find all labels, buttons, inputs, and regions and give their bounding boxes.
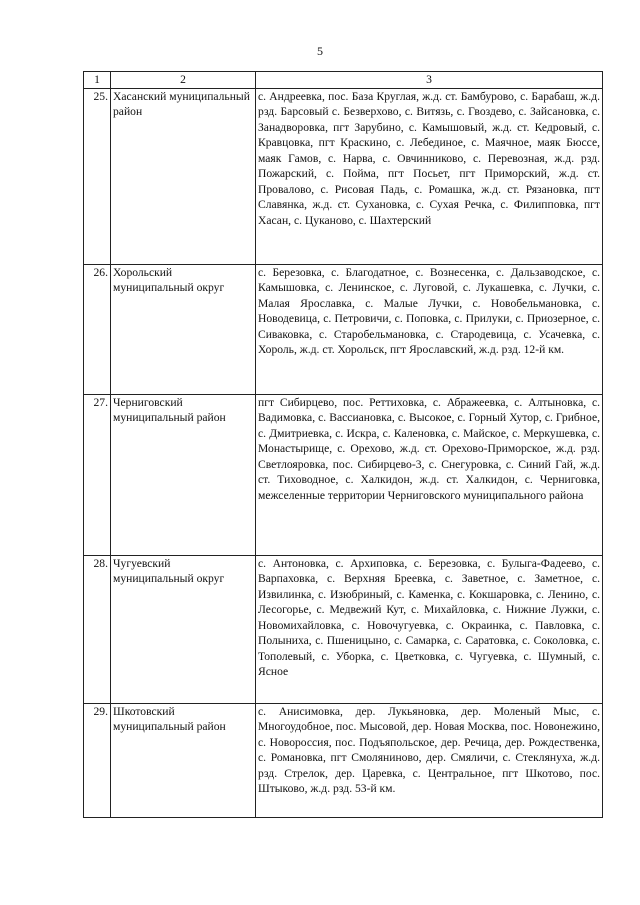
table-row (84, 703, 603, 817)
row-number: 28. (84, 555, 111, 703)
table-row (84, 555, 603, 703)
table-row (84, 264, 603, 394)
row-number: 27. (84, 394, 111, 555)
district-name: Хасанский муниципальный район (111, 88, 256, 264)
row-number: 25. (84, 88, 111, 264)
settlements-list: с. Березовка, с. Благодатное, с. Вознесенка, с. Дальзаводское, с. Камышовка, с. Ленинское, с. Луговой, с. Лукашевка, с. Лучки, с. Малая Ярославка, с. Малые Лучки, с. Новобельмановка, с. Новодевица, с. Петровичи, с. Поповка, с. Прилуки, с. Приозерное, с. Сиваковка, с. Старобельмановка, с. Стародевица, с. Усачевка, с. Хороль, ж.д. ст. Хорольск, пгт Ярославский, ж.д. рзд. 12-й км. (256, 264, 603, 394)
page-number: 5 (317, 44, 323, 58)
district-name: Шкотовский муниципальный район (111, 703, 256, 817)
district-name: Чугуевский муниципальный округ (111, 555, 256, 703)
settlements-table (83, 71, 603, 818)
table-row (84, 88, 603, 264)
settlements-list: с. Антоновка, с. Архиповка, с. Березовка, с. Булыга-Фадеево, с. Варпаховка, с. Верхняя Бреевка, с. Заветное, с. Заметное, с. Извилинка, с. Изюбриный, с. Каменка, с. Кокшаровка, с. Ленино, с. Лесогорье, с. Медвежий Кут, с. Михайловка, с. Нижние Лужки, с. Новомихайловка, с. Новочугуевка, с. Окраинка, с. Павловка, с. Полыниха, с. Пшеницыно, с. Самарка, с. Саратовка, с. Соколовка, с. Тополевый, с. Уборка, с. Цветковка, с. Чугуевка, с. Шумный, с. Ясное (256, 555, 603, 703)
table-row (84, 394, 603, 555)
table-header-row (84, 72, 603, 89)
settlements-list: пгт Сибирцево, пос. Реттиховка, с. Абражеевка, с. Алтыновка, с. Вадимовка, с. Вассиановка, с. Высокое, с. Горный Хутор, с. Грибное, с. Дмитриевка, с. Искра, с. Каленовка, с. Майское, с. Меркушевка, с. Монастырище, с. Орехово, ж.д. ст. Орехово-Приморское, ж.д. рзд. Светлояровка, пос. Сибирцево-3, с. Снегуровка, с. Синий Гай, ж.д. ст. Тиховодное, с. Халкидон, ж.д. ст. Халкидон, с. Черниговка, межселенные территории Черниговского муниципального района (256, 394, 603, 555)
settlements-list: с. Анисимовка, дер. Лукьяновка, дер. Моленый Мыс, с. Многоудобное, пос. Мысовой, дер. Новая Москва, пос. Новонежино, с. Новороссия, пос. Подъяпольское, дер. Речица, дер. Рождественка, с. Романовка, пгт Смоляниново, дер. Смяличи, с. Стеклянуха, ж.д. рзд. Стрелок, дер. Царевка, с. Центральное, пгт Шкотово, пос. Штыково, ж.д. рзд. 53-й км. (256, 703, 603, 817)
row-number: 26. (84, 264, 111, 394)
header-col-1: 1 (84, 72, 111, 89)
settlements-list: с. Андреевка, пос. База Круглая, ж.д. ст. Бамбурово, с. Барабаш, ж.д. рзд. Барсовый с. Безверхово, с. Витязь, с. Гвоздево, с. Зайсановка, с. Занадворовка, пгт Зарубино, с. Камышовый, ж.д. ст. Кедровый, с. Кравцовка, пгт Краскино, с. Лебединое, с. Маячное, маяк Бюссе, маяк Гамов, с. Нарва, с. Овчинниково, с. Перевозная, ж.д. рзд. Пожарский, с. Пойма, пгт Посьет, пгт Приморский, ж.д. ст. Провалово, с. Рисовая Падь, с. Ромашка, ж.д. ст. Рязановка, пгт Славянка, ж.д. ст. Сухановка, с. Сухая Речка, с. Филипповка, пгт Хасан, с. Цуканово, с. Шахтерский (256, 88, 603, 264)
header-col-3: 3 (256, 72, 603, 89)
row-number: 29. (84, 703, 111, 817)
header-col-2: 2 (111, 72, 256, 89)
district-name: Хорольский муниципальный округ (111, 264, 256, 394)
district-name: Черниговский муниципальный район (111, 394, 256, 555)
